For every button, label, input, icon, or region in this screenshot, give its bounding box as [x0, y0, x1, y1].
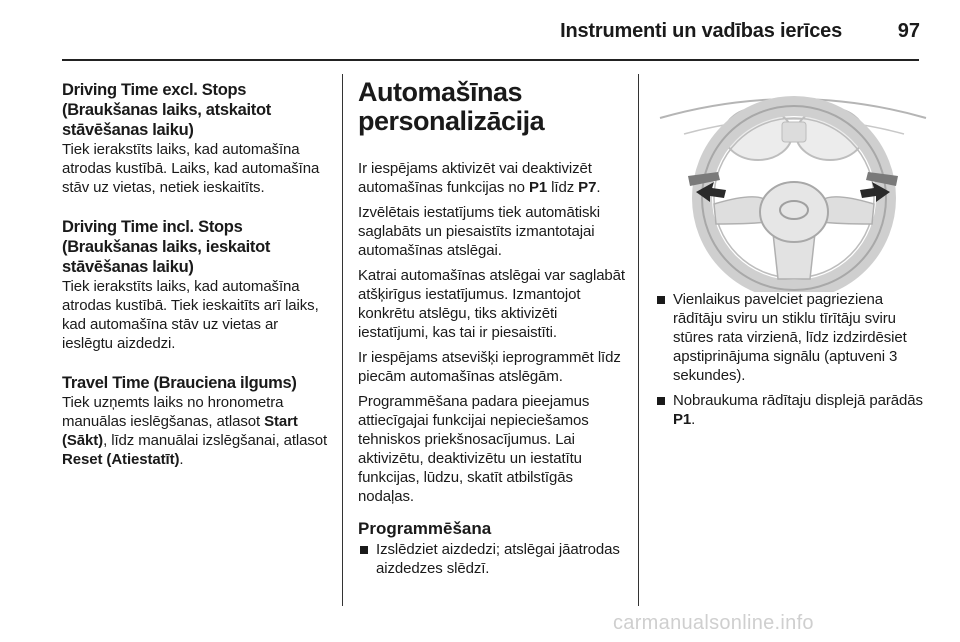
bold-p1: P1 [673, 411, 692, 428]
text-run: Tiek uzņemts laiks no hronometra manuālas ieslēgšanas, atlasot [62, 394, 284, 430]
section-heading: Driving Time incl. Stops (Braukšanas laiks, ieskaitot stāvēšanas laiku) [62, 218, 271, 276]
list-item-text [673, 392, 923, 428]
column-2 [358, 78, 628, 584]
text-run: Nobraukuma rādītaju displejā parādās [673, 392, 923, 409]
header-title: Instrumenti un vadības ierīces [560, 20, 842, 42]
steering-wheel-icon [654, 74, 932, 292]
text-run: , līdz manuālai izslēgšanai, atlasot [103, 432, 328, 449]
text-run: līdz [547, 179, 579, 196]
chapter-title: Automašīnas personalizācija [358, 77, 545, 136]
text-run: . [596, 179, 601, 196]
paragraph-4: Ir iespējams atsevišķi ieprogrammēt līdz piecām automašīnas atslēgām. [358, 349, 621, 385]
section-text: Tiek ierakstīts laiks, kad automašīna atrodas kustībā. Tiek ieskaitīts arī laiks, kad automašīna stāv uz vietas ar ieslēgtu aizdedzi. [62, 278, 319, 352]
paragraph-3: Katrai automašīnas atslēgai var saglabāt atšķirīgus iestatījumus. Izmantojot konkrētu atslēgu, tiks aktivizēti iestatījumi, kas tai ir piesaistīti. [358, 267, 625, 341]
list-item [655, 290, 927, 385]
paragraph-2: Izvēlētais iestatījums tiek automātiski saglabāts un piesaistīts izmantotajai automašīnas atslēgai. [358, 204, 601, 259]
page-number: 97 [897, 20, 920, 42]
section-driving-time-excl [62, 80, 332, 197]
bold-p7: P7 [578, 179, 597, 196]
text-run: Ir iespējams aktivizēt vai deaktivizēt automašīnas funkcijas no [358, 160, 592, 196]
bullet-square-icon [657, 296, 665, 304]
list-item [655, 391, 927, 429]
steering-wheel-illustration [654, 74, 932, 292]
bold-p1: P1 [528, 179, 548, 196]
section-text [62, 393, 332, 469]
subheading-programming: Programmēšana [358, 519, 492, 538]
bold-start: Start (Sākt) [62, 413, 298, 449]
section-text: Tiek ierakstīts laiks, kad automašīna atrodas kustībā. Laiks, kad automašīna stāv uz vietas, netiek ieskaitīts. [62, 141, 320, 196]
text-run: . [179, 451, 184, 468]
column-1 [62, 80, 332, 489]
bullet-square-icon [657, 397, 665, 405]
bullet-square-icon [360, 546, 368, 554]
column-divider-left [342, 74, 343, 606]
paragraph-5: Programmēšana padara pieejamus attiecīgajai funkcijai nepieciešamos tehniskos priekšnosacījumus. Lai aktivizētu, deaktivizētu un iestatītu funkcijas, lūdzu, skatīt atbilstīgās nodaļas. [358, 393, 590, 505]
watermark: carmanualsonline.info [613, 612, 814, 634]
page-header [0, 0, 960, 60]
list-item-text: Vienlaikus pavelciet pagrieziena rādītāju sviru un stiklu tīrītāju sviru stūres rata virzienā, līdz izdzirdēsiet apstiprinājuma signālu (aptuveni 3 sekundes). [673, 291, 907, 384]
text-run: . [691, 411, 696, 428]
section-heading: Driving Time excl. Stops (Braukšanas laiks, atskaitot stāvēšanas laiku) [62, 81, 271, 139]
column-divider-right [638, 74, 639, 606]
list-item [358, 540, 628, 578]
section-travel-time [62, 373, 332, 469]
column-3 [655, 290, 927, 435]
list-item-text: Izslēdziet aizdedzi; atslēgai jāatrodas aizdedzes slēdzī. [376, 541, 620, 577]
bold-reset: Reset (Atiestatīt) [62, 451, 180, 468]
section-heading: Travel Time (Brauciena ilgums) [62, 374, 297, 392]
header-divider [62, 59, 919, 61]
paragraph-1 [358, 159, 628, 197]
section-driving-time-incl [62, 217, 332, 353]
